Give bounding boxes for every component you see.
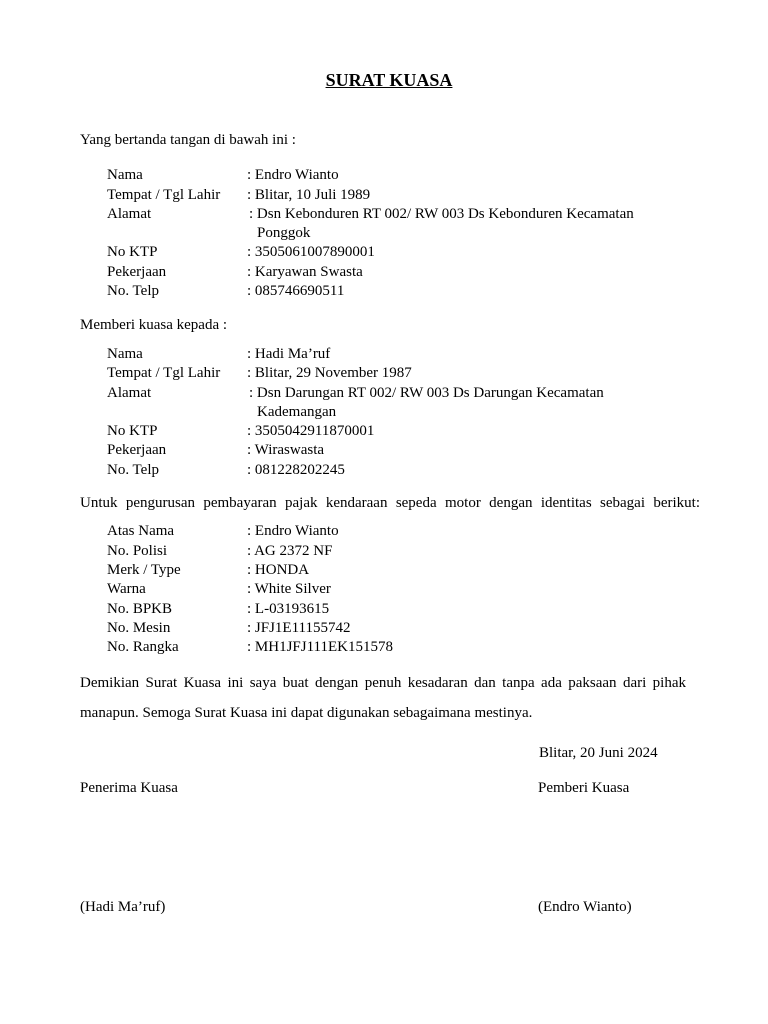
grantor-alamat-value: : Dsn Kebonduren RT 002/ RW 003 Ds Kebonduren Kecamatan [249, 206, 634, 222]
vehicle-atas-nama-value: : Endro Wianto [247, 523, 339, 539]
grantor-ttl-value: : Blitar, 10 Juli 1989 [247, 187, 371, 203]
grantee-ktp-label: No KTP [107, 423, 158, 439]
vehicle-mesin-label: No. Mesin [107, 620, 171, 636]
intro-text: Yang bertanda tangan di bawah ini : [80, 132, 296, 148]
vehicle-atas-nama-label: Atas Nama [107, 523, 175, 539]
vehicle-merk-value: : HONDA [247, 562, 310, 578]
grantor-pekerjaan-value: : Karyawan Swasta [247, 264, 363, 280]
vehicle-polisi-label: No. Polisi [107, 543, 168, 559]
grantor-ktp-label: No KTP [107, 244, 158, 260]
vehicle-rangka-label: No. Rangka [107, 639, 179, 655]
receiver-name: (Hadi Ma’ruf) [80, 899, 166, 915]
purpose-text: Untuk pengurusan pembayaran pajak kendaraan sepeda motor dengan identitas sebagai berikut: [80, 495, 700, 511]
grantee-pekerjaan-value: : Wiraswasta [247, 442, 325, 458]
grantee-alamat-value-cont: Kademangan [257, 404, 337, 420]
grantee-ttl-value: : Blitar, 29 November 1987 [247, 365, 412, 381]
grantee-nama-value: : Hadi Ma’ruf [247, 346, 331, 362]
closing-text: Demikian Surat Kuasa ini saya buat dengan penuh kesadaran dan tanpa ada paksaan dari pihak manapun. Semoga Surat Kuasa ini dapat digunakan sebagaimana mestinya. [80, 675, 686, 721]
grantee-nama-label: Nama [107, 346, 143, 362]
giver-label: Pemberi Kuasa [538, 780, 630, 796]
vehicle-warna-label: Warna [107, 581, 146, 597]
grantee-telp-value: : 081228202245 [247, 462, 345, 478]
grantee-telp-label: No. Telp [107, 462, 160, 478]
vehicle-polisi-value: : AG 2372 NF [247, 543, 333, 559]
vehicle-bpkb-label: No. BPKB [107, 601, 173, 617]
vehicle-bpkb-value: : L-03193615 [247, 601, 330, 617]
vehicle-warna-value: : White Silver [247, 581, 331, 597]
grantor-ktp-value: : 3505061007890001 [247, 244, 375, 260]
vehicle-merk-label: Merk / Type [107, 562, 181, 578]
grantor-nama-label: Nama [107, 167, 143, 183]
grantor-telp-label: No. Telp [107, 283, 160, 299]
vehicle-rangka-value: : MH1JFJ111EK151578 [247, 639, 393, 655]
grantee-alamat-label: Alamat [107, 385, 152, 401]
grantee-ktp-value: : 3505042911870001 [247, 423, 375, 439]
grantor-nama-value: : Endro Wianto [247, 167, 339, 183]
grantee-ttl-label: Tempat / Tgl Lahir [107, 365, 221, 381]
vehicle-mesin-value: : JFJ1E11155742 [247, 620, 351, 636]
grantor-alamat-label: Alamat [107, 206, 152, 222]
place-date: Blitar, 20 Juni 2024 [539, 745, 658, 761]
grantor-pekerjaan-label: Pekerjaan [107, 264, 167, 280]
grantee-pekerjaan-label: Pekerjaan [107, 442, 167, 458]
grantor-alamat-value-cont: Ponggok [257, 225, 311, 241]
document-title: SURAT KUASA [325, 70, 453, 90]
grant-text: Memberi kuasa kepada : [80, 317, 228, 333]
grantor-telp-value: : 085746690511 [247, 283, 345, 299]
receiver-label: Penerima Kuasa [80, 780, 178, 796]
giver-name: (Endro Wianto) [538, 899, 632, 915]
grantor-ttl-label: Tempat / Tgl Lahir [107, 187, 221, 203]
grantee-alamat-value: : Dsn Darungan RT 002/ RW 003 Ds Darungan Kecamatan [249, 385, 604, 401]
